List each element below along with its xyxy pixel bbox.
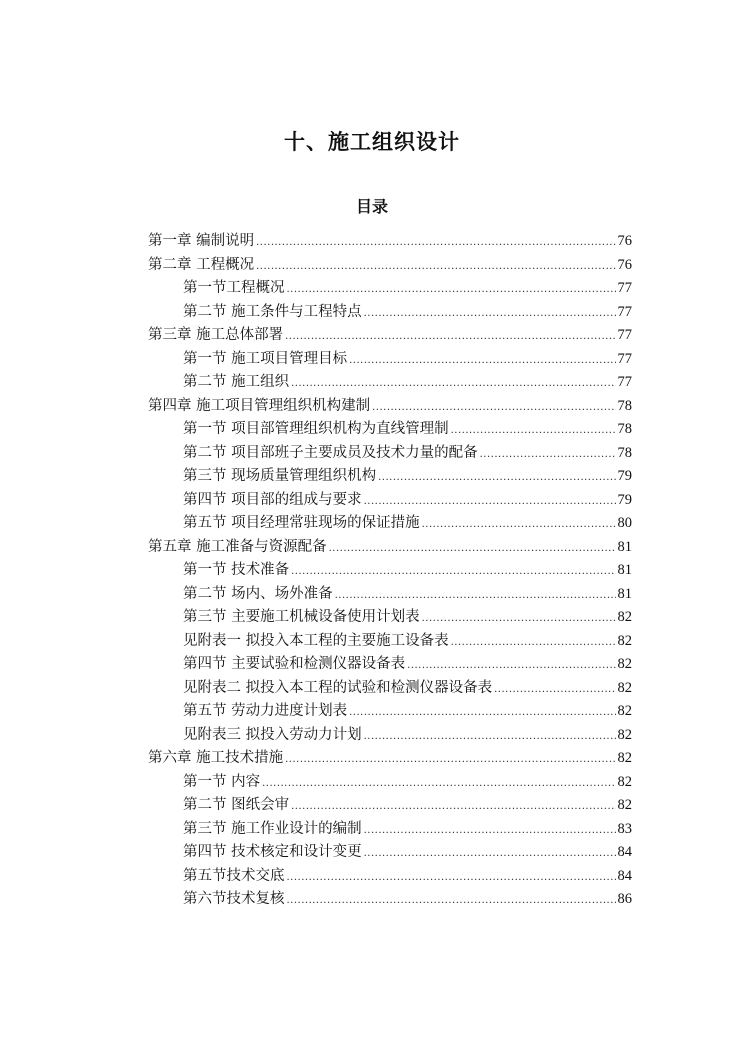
toc-entry-title: 见附表三 拟投入劳动力计划 (183, 726, 362, 743)
toc-entry[interactable] (148, 888, 632, 912)
toc-dot-leader (451, 631, 616, 655)
toc-entry[interactable] (148, 465, 632, 489)
toc-entry-title: 第一节工程概况 (183, 280, 285, 296)
toc-entry-page-number: 78 (617, 444, 632, 461)
toc-entry-title: 见附表二 拟投入本工程的试验和检测仪器设备表 (183, 679, 493, 696)
toc-entry-page-number: 83 (617, 820, 632, 837)
page-title: 十、施工组织设计 (284, 130, 460, 155)
toc-dot-leader (285, 325, 615, 349)
toc-entry-title: 第二节 场内、场外准备 (183, 585, 333, 602)
toc-dot-leader (256, 255, 615, 279)
toc-entry-page-number: 79 (617, 491, 632, 508)
toc-dot-leader (364, 725, 616, 749)
toc-dot-leader (364, 842, 616, 866)
toc-entry[interactable] (148, 489, 632, 513)
toc-dot-leader (287, 866, 616, 890)
toc-entry-title: 第五节技术交底 (183, 867, 285, 884)
toc-dot-leader (285, 748, 615, 772)
toc-entry-title: 第二节 项目部班子主要成员及技术力量的配备 (183, 444, 478, 461)
toc-entry-title: 第四章 施工项目管理组织机构建制 (148, 397, 371, 414)
toc-dot-leader (335, 584, 616, 608)
toc-entry[interactable] (148, 230, 632, 254)
toc-entry[interactable] (148, 700, 632, 724)
toc-entry[interactable] (148, 771, 632, 795)
toc-dot-leader (349, 701, 615, 725)
toc-entry-title: 见附表一 拟投入本工程的主要施工设备表 (183, 632, 449, 649)
toc-entry-page-number: 82 (617, 726, 632, 743)
toc-entry[interactable] (148, 536, 632, 560)
toc-dot-leader (422, 513, 616, 537)
toc-entry[interactable] (148, 512, 632, 536)
toc-entry-title: 第三章 施工总体部署 (148, 327, 284, 343)
toc-entry-title: 第一节 内容 (183, 773, 261, 790)
toc-dot-leader (262, 772, 615, 796)
toc-entry-title: 第二章 工程概况 (148, 256, 255, 273)
toc-entry-page-number: 77 (617, 327, 632, 343)
toc-dot-leader (451, 419, 616, 443)
toc-entry-title: 第二节 施工组织 (183, 374, 290, 390)
toc-entry-page-number: 82 (617, 632, 632, 649)
toc-entry-page-number: 81 (617, 562, 632, 578)
toc-entry[interactable] (148, 371, 632, 395)
toc-entry-page-number: 80 (617, 515, 632, 531)
toc-entry-title: 第二节 图纸会审 (183, 797, 290, 813)
toc-dot-leader (364, 490, 616, 514)
toc-dot-leader (480, 443, 616, 467)
toc-entry-title: 第一节 技术准备 (183, 562, 290, 578)
toc-entry-page-number: 77 (617, 350, 632, 367)
toc-entry[interactable] (148, 395, 632, 419)
toc-dot-leader (372, 396, 615, 420)
toc-entry-page-number: 82 (617, 797, 632, 813)
toc-entry-page-number: 78 (617, 397, 632, 414)
toc-dot-leader (291, 560, 615, 584)
toc-entry-title: 第三节 现场质量管理组织机构 (183, 468, 377, 484)
toc-entry-title: 第二节 施工条件与工程特点 (183, 303, 362, 320)
toc-entry-title: 第三节 主要施工机械设备使用计划表 (183, 609, 420, 625)
toc-entry-title: 第六章 施工技术措施 (148, 750, 284, 766)
toc-entry-title: 第四节 技术核定和设计变更 (183, 844, 362, 860)
toc-dot-leader (407, 654, 615, 678)
toc-entry[interactable] (148, 583, 632, 607)
toc-dot-leader (364, 302, 616, 326)
toc-entry-page-number: 82 (617, 656, 632, 672)
toc-entry[interactable] (148, 677, 632, 701)
toc-entry-title: 第四节 主要试验和检测仪器设备表 (183, 656, 406, 672)
toc-dot-leader (364, 819, 616, 843)
toc-entry-page-number: 81 (617, 538, 632, 555)
toc-dot-leader (287, 889, 616, 913)
toc-entry[interactable] (148, 606, 632, 630)
toc-entry[interactable] (148, 254, 632, 278)
toc-entry[interactable] (148, 418, 632, 442)
toc-entry-page-number: 81 (617, 585, 632, 602)
toc-entry-title: 第三节 施工作业设计的编制 (183, 820, 362, 837)
toc-entry-page-number: 76 (617, 256, 632, 273)
toc-entry[interactable] (148, 277, 632, 301)
toc-entry-title: 第一节 施工项目管理目标 (183, 350, 348, 367)
toc-entry-title: 第六节技术复核 (183, 891, 285, 907)
toc-entry-page-number: 82 (617, 750, 632, 766)
toc-entry-page-number: 78 (617, 421, 632, 437)
toc-dot-leader (349, 349, 615, 373)
toc-entry[interactable] (148, 301, 632, 325)
toc-entry-page-number: 84 (617, 844, 632, 860)
toc-dot-leader (329, 537, 616, 561)
toc-entry-page-number: 82 (617, 609, 632, 625)
toc-entry-page-number: 76 (617, 233, 632, 249)
toc-dot-leader (291, 795, 615, 819)
toc-entry-title: 第一章 编制说明 (148, 233, 255, 249)
toc-entry-title: 第四节 项目部的组成与要求 (183, 491, 362, 508)
toc-dot-leader (256, 231, 615, 255)
toc-entry-page-number: 82 (617, 773, 632, 790)
toc-entry-page-number: 84 (617, 867, 632, 884)
toc-entry[interactable] (148, 348, 632, 372)
toc-heading: 目录 (355, 197, 388, 217)
toc-entry-title: 第五节 劳动力进度计划表 (183, 703, 348, 719)
toc-entry[interactable] (148, 865, 632, 889)
toc-entry-page-number: 82 (617, 679, 632, 696)
toc-entry[interactable] (148, 324, 632, 348)
toc-entry[interactable] (148, 841, 632, 865)
toc-dot-leader (287, 278, 616, 302)
toc-entry[interactable] (148, 818, 632, 842)
toc-entry-page-number: 77 (617, 303, 632, 320)
toc-dot-leader (378, 466, 615, 490)
table-of-contents (148, 230, 632, 912)
toc-entry-page-number: 82 (617, 703, 632, 719)
toc-dot-leader (494, 678, 615, 702)
toc-entry-page-number: 79 (617, 468, 632, 484)
toc-entry[interactable] (148, 794, 632, 818)
toc-entry[interactable] (148, 559, 632, 583)
toc-entry-page-number: 77 (617, 280, 632, 296)
toc-entry-page-number: 77 (617, 374, 632, 390)
toc-entry[interactable] (148, 747, 632, 771)
toc-entry[interactable] (148, 442, 632, 466)
toc-entry[interactable] (148, 630, 632, 654)
toc-dot-leader (291, 372, 615, 396)
toc-dot-leader (422, 607, 616, 631)
toc-entry[interactable] (148, 724, 632, 748)
toc-entry-title: 第五节 项目经理常驻现场的保证措施 (183, 515, 420, 531)
toc-entry-title: 第一节 项目部管理组织机构为直线管理制 (183, 421, 449, 437)
toc-entry[interactable] (148, 653, 632, 677)
toc-entry-title: 第五章 施工准备与资源配备 (148, 538, 327, 555)
toc-entry-page-number: 86 (617, 891, 632, 907)
